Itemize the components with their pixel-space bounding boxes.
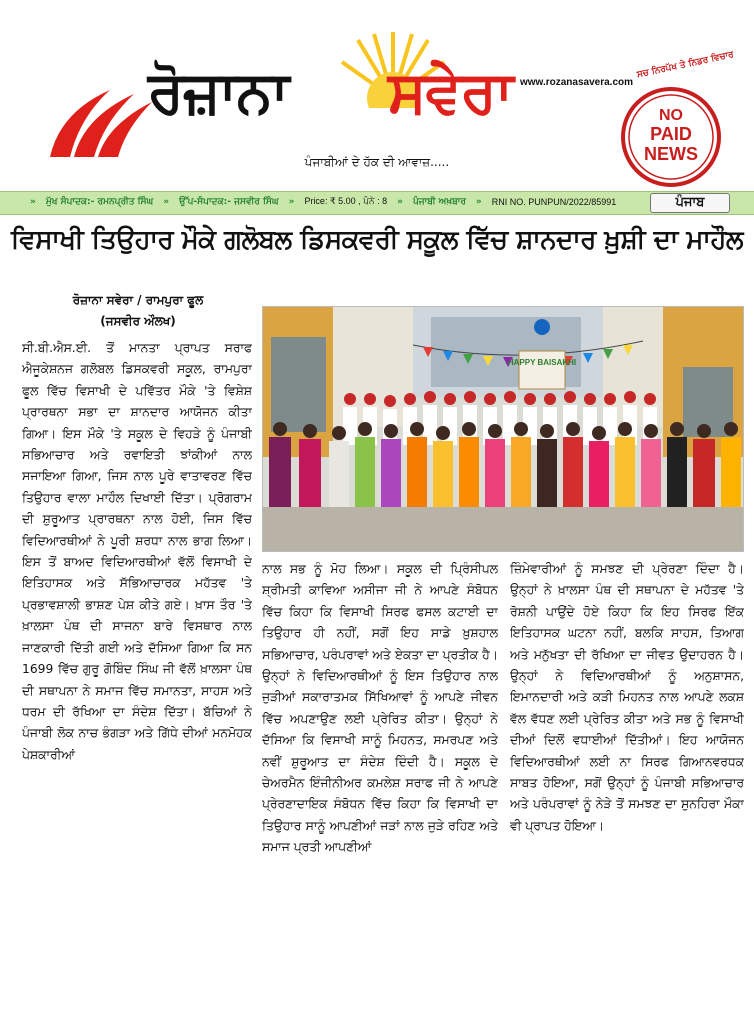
- byline-source: ਰੋਜ਼ਾਨਾ ਸਵੇਰਾ / ਰਾਮਪੁਰਾ ਫੂਲ: [72, 293, 204, 307]
- article-column-1: ਸੀ.ਬੀ.ਐਸ.ਈ. ਤੋਂ ਮਾਨਤਾ ਪ੍ਰਾਪਤ ਸਰਾਫ ਐਜੂਕੇਸ਼ਨਜ ਗਲੋਬਲ ਡਿਸਕਵਰੀ ਸਕੂਲ, ਰਾਮਪੁਰਾ ਫੂਲ ਵਿੱਚ ਵਿਸਾਖੀ ਦੇ ਪਵਿੱਤਰ ਮੌਕੇ 'ਤੇ ਵਿਸ਼ੇਸ਼ ਪ੍ਰਾਰਥਨਾ ਸਭਾ ਦਾ ਸ਼ਾਨਦਾਰ ਆਯੋਜਨ ਕੀਤਾ ਗਿਆ। ਇਸ ਮੌਕੇ 'ਤੇ ਸਕੂਲ ਦੇ ਵਿਹੜੇ ਨੂੰ ਪੰਜਾਬੀ ਸਭਿਆਚਾਰ ਅਤੇ ਰਵਾਇਤੀ ਝਾਂਕੀਆਂ ਨਾਲ ਸਜਾਇਆ ਗਿਆ, ਜਿਸ ਨਾਲ ਪੂਰੇ ਵਾਤਾਵਰਣ ਵਿੱਚ ਤਿਉਹਾਰ ਵਾਲਾ ਮਾਹੌਲ ਦਿਖਾਈ ਦਿੱਤਾ। ਪ੍ਰੋਗਰਾਮ ਦੀ ਸ਼ੁਰੂਆਤ ਪ੍ਰਾਰਥਨਾ ਨਾਲ ਹੋਈ, ਜਿਸ ਵਿੱਚ ਵਿਦਿਆਰਥੀਆਂ ਨੇ ਪੂਰੀ ਸ਼ਰਧਾ ਨਾਲ ਭਾਗ ਲਿਆ। ਇਸ ਤੋਂ ਬਾਅਦ ਵਿਦਿਆਰਥੀਆਂ ਵੱਲੋਂ ਵਿਸਾਖੀ ਦੇ ਇਤਿਹਾਸਕ ਅਤੇ ਸੱਭਿਆਚਾਰਕ ਮਹੱਤਵ 'ਤੇ ਪ੍ਰਭਾਵਸ਼ਾਲੀ ਭਾਸ਼ਣ ਪੇਸ਼ ਕੀਤੇ ਗਏ। ਖ਼ਾਸ ਤੌਰ 'ਤੇ ਖ਼ਾਲਸਾ ਪੰਥ ਦੀ ਸਾਜਨਾ ਬਾਰੇ ਵਿਸਥਾਰ ਨਾਲ ਜਾਣਕਾਰੀ ਦਿੱਤੀ ਗਈ ਅਤੇ ਦੱਸਿਆ ਗਿਆ ਕਿ ਸਨ 1699 ਵਿੱਚ ਗੁਰੂ ਗੋਬਿੰਦ ਸਿੰਘ ਜੀ ਵੱਲੋਂ ਖ਼ਾਲਸਾ ਪੰਥ ਦੀ ਸਥਾਪਨਾ ਨੇ ਸਮਾਜ ਵਿੱਚ ਸਮਾਨਤਾ, ਸਾਹਸ ਅਤੇ ਧਰਮ ਦੀ ਰੱਖਿਆ ਦਾ ਸੰਦੇਸ਼ ਦਿੱਤਾ। ਬੱਚਿਆਂ ਨੇ ਪੰਜਾਬੀ ਲੋਕ ਨਾਚ ਭੰਗੜਾ ਅਤੇ ਗਿੱਧੇ ਦੀਆਂ ਮਨਮੋਹਕ ਪੇਸ਼ਕਾਰੀਆਂ: [22, 341, 252, 762]
- masthead-title-part2: ਸਵੇਰਾ: [388, 58, 513, 126]
- stamp-line2: PAID: [650, 124, 692, 144]
- rni-number: RNI NO. PUNPUN/2022/85991: [491, 196, 617, 207]
- info-bar: [0, 191, 754, 215]
- chief-editor: ਮੁੱਖ ਸੰਪਾਦਕ:- ਰਮਨਪ੍ਰੀਤ ਸਿੰਘ: [45, 196, 154, 207]
- article-photo: [262, 306, 744, 552]
- swoosh-logo-icon: [40, 72, 160, 162]
- article-column-3: ਜ਼ਿੰਮੇਵਾਰੀਆਂ ਨੂੰ ਸਮਝਣ ਦੀ ਪ੍ਰੇਰਣਾ ਦਿੰਦਾ ਹੈ। ਉਨ੍ਹਾਂ ਨੇ ਖ਼ਾਲਸਾ ਪੰਥ ਦੀ ਸਥਾਪਨਾ ਦੇ ਮਹੱਤਵ 'ਤੇ ਰੋਸ਼ਨੀ ਪਾਉਂਦੇ ਹੋਏ ਕਿਹਾ ਕਿ ਇਹ ਸਿਰਫ ਇੱਕ ਇਤਿਹਾਸਕ ਘਟਨਾ ਨਹੀਂ, ਬਲਕਿ ਸਾਹਸ, ਤਿਆਗ ਅਤੇ ਮਨੁੱਖਤਾ ਦੀ ਰੱਖਿਆ ਦਾ ਜੀਵਤ ਉਦਾਹਰਨ ਹੈ। ਉਨ੍ਹਾਂ ਨੇ ਵਿਦਿਆਰਥੀਆਂ ਨੂੰ ਅਨੁਸ਼ਾਸਨ, ਇਮਾਨਦਾਰੀ ਅਤੇ ਕੜੀ ਮਿਹਨਤ ਨਾਲ ਆਪਣੇ ਲਕਸ਼ ਵੱਲ ਵੱਧਣ ਲਈ ਪ੍ਰੇਰਿਤ ਕੀਤਾ ਅਤੇ ਸਭ ਨੂੰ ਵਿਸਾਖੀ ਦੀਆਂ ਦਿਲੋਂ ਵਧਾਈਆਂ ਦਿੱਤੀਆਂ। ਇਹ ਆਯੋਜਨ ਵਿਦਿਆਰਥੀਆਂ ਲਈ ਨਾ ਸਿਰਫ ਗਿਆਨਵਰਧਕ ਸਾਬਤ ਹੋਇਆ, ਸਗੋਂ ਉਨ੍ਹਾਂ ਨੂੰ ਪੰਜਾਬੀ ਸਭਿਆਚਾਰ ਅਤੇ ਪਰੰਪਰਾਵਾਂ ਨੂੰ ਨੇੜੇ ਤੋਂ ਸਮਝਣ ਦਾ ਸੁਨਹਿਰਾ ਮੌਕਾ ਵੀ ਪ੍ਰਾਪਤ ਹੋਇਆ।: [510, 562, 744, 833]
- stamp-line1: NO: [659, 107, 683, 124]
- arrows-icon: »: [397, 196, 403, 207]
- masthead-tagline: ਪੰਜਾਬੀਆਂ ਦੇ ਹੱਕ ਦੀ ਆਵਾਜ਼.....: [304, 155, 450, 169]
- stamp-line3: NEWS: [644, 144, 698, 164]
- arrows-icon: »: [475, 196, 482, 207]
- masthead: [0, 0, 754, 190]
- byline-author: (ਜਸਵੀਰ ਔਲਖ): [100, 314, 176, 328]
- website-url[interactable]: www.rozanasavera.com: [520, 77, 634, 88]
- article-column-2: ਨਾਲ ਸਭ ਨੂੰ ਮੋਹ ਲਿਆ। ਸਕੂਲ ਦੀ ਪ੍ਰਿੰਸੀਪਲ ਸ਼੍ਰੀਮਤੀ ਕਾਵਿਆ ਅਸੀਜਾ ਜੀ ਨੇ ਆਪਣੇ ਸੰਬੋਧਨ ਵਿੱਚ ਕਿਹਾ ਕਿ ਵਿਸਾਖੀ ਸਿਰਫ ਫਸਲ ਕਟਾਈ ਦਾ ਤਿਉਹਾਰ ਹੀ ਨਹੀਂ, ਸਗੋਂ ਇਹ ਸਾਡੇ ਖ਼ੁਸ਼ਹਾਲ ਸਭਿਆਚਾਰ, ਪਰੰਪਰਾਵਾਂ ਅਤੇ ਏਕਤਾ ਦਾ ਪ੍ਰਤੀਕ ਹੈ। ਉਨ੍ਹਾਂ ਨੇ ਵਿਦਿਆਰਥੀਆਂ ਨੂੰ ਇਸ ਤਿਉਹਾਰ ਨਾਲ ਜੁੜੀਆਂ ਸਕਾਰਾਤਮਕ ਸਿੱਖਿਆਵਾਂ ਨੂੰ ਆਪਣੇ ਜੀਵਨ ਵਿੱਚ ਅਪਣਾਉਣ ਲਈ ਪ੍ਰੇਰਿਤ ਕੀਤਾ। ਉਨ੍ਹਾਂ ਨੇ ਦੱਸਿਆ ਕਿ ਵਿਸਾਖੀ ਸਾਨੂੰ ਮਿਹਨਤ, ਸਮਰਪਣ ਅਤੇ ਨਵੀਂ ਸ਼ੁਰੂਆਤ ਦਾ ਸੰਦੇਸ਼ ਦਿੰਦੀ ਹੈ। ਸਕੂਲ ਦੇ ਚੇਅਰਮੈਨ ਇੰਜੀਨੀਅਰ ਕਮਲੇਸ਼ ਸਰਾਫ ਜੀ ਨੇ ਆਪਣੇ ਪ੍ਰੇਰਣਾਦਾਇਕ ਸੰਬੋਧਨ ਵਿੱਚ ਕਿਹਾ ਕਿ ਵਿਸਾਖੀ ਦਾ ਤਿਉਹਾਰ ਸਾਨੂੰ ਆਪਣੀਆਂ ਜੜਾਂ ਨਾਲ ਜੁੜੇ ਰਹਿਣ ਅਤੇ ਸਮਾਜ ਪ੍ਰਤੀ ਆਪਣੀਆਂ: [262, 562, 498, 855]
- section-tag: ਪੰਜਾਬ: [650, 193, 730, 213]
- masthead-title-part1: ਰੋਜ਼ਾਨਾ: [148, 58, 289, 126]
- price-pages: Price: ₹ 5.00 , ਪੰਨੇ : 8: [304, 196, 388, 206]
- stamp-top-text: ਸਚ ਨਿਰਪੱਖ ਤੇ ਨਿਡਰ ਵਿਚਾਰ: [636, 49, 735, 81]
- students-group-photo: [263, 307, 744, 552]
- arrows-icon: »: [288, 196, 295, 207]
- arrows-icon: »: [30, 196, 36, 207]
- article-headline: ਵਿਸਾਖੀ ਤਿਉਹਾਰ ਮੌਕੇ ਗਲੋਬਲ ਡਿਸਕਵਰੀ ਸਕੂਲ ਵਿੱਚ ਸ਼ਾਨਦਾਰ ਖ਼ੁਸ਼ੀ ਦਾ ਮਾਹੌਲ: [11, 225, 743, 255]
- sub-editor: ਉੱਪ-ਸੰਪਾਦਕ:- ਜਸਵੀਰ ਸਿੰਘ: [179, 196, 279, 207]
- photo-banner-text: HAPPY BAISAKHI: [507, 358, 577, 367]
- arrows-icon: »: [163, 196, 170, 207]
- paper-type: ਪੰਜਾਬੀ ਅਖ਼ਬਾਰ: [412, 196, 466, 207]
- no-paid-news-stamp: [618, 84, 724, 190]
